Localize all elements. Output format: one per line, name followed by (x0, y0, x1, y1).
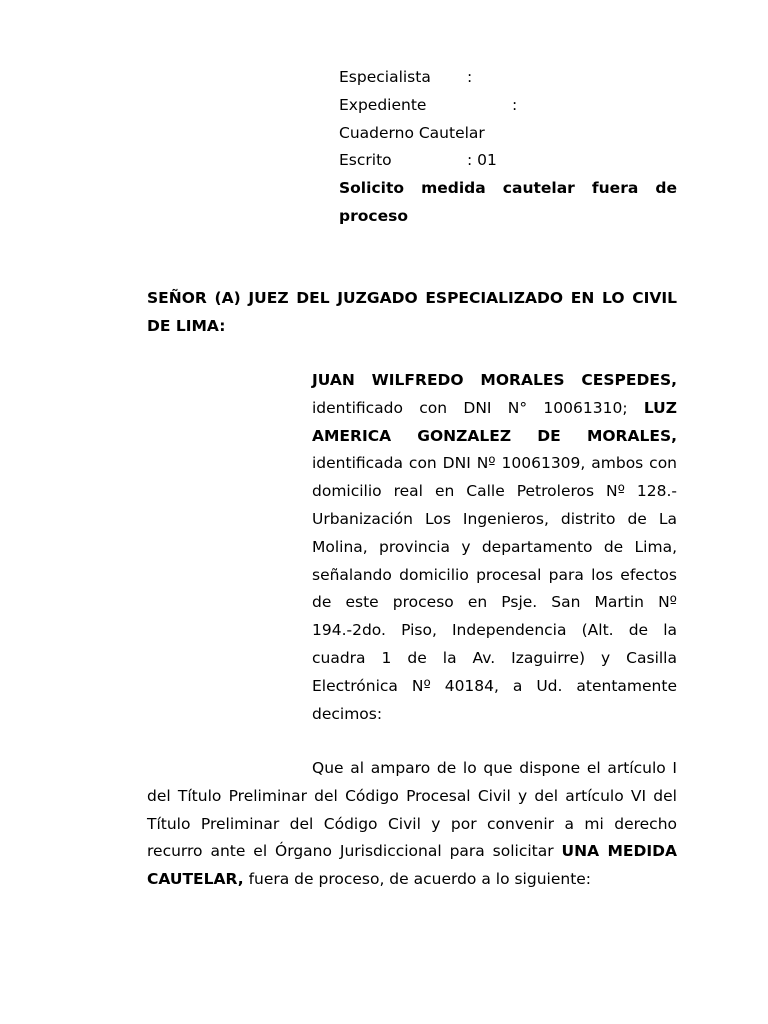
header-label-expediente: Expediente (339, 95, 427, 114)
party-id-1: identificado con DNI N° 10061310; (312, 398, 644, 417)
addressee-heading: SEÑOR (A) JUEZ DEL JUZGADO ESPECIALIZADO EN LO CIVIL DE LIMA: (147, 289, 677, 335)
body-paragraph (147, 755, 677, 894)
body-intro: Que al amparo de lo que dispone el artículo I del Título Preliminar del Código Procesal Civil y del artículo VI del Título Preliminar del Código Civil y por convenir a mi derecho recurro ante el Órgano Jurisdiccional para solicitar (147, 759, 677, 861)
header-label-escrito: Escrito (339, 151, 392, 170)
header-row-expediente (339, 92, 677, 120)
case-header (339, 64, 677, 231)
header-row-especialista (339, 64, 677, 92)
header-colon-especialista: : (467, 68, 473, 86)
party-name-1: JUAN WILFREDO MORALES CESPEDES, (312, 371, 677, 389)
document-subject: Solicito medida cautelar fuera de proceso (339, 179, 677, 225)
header-colon-expediente: : (512, 95, 518, 114)
header-label-cuaderno: Cuaderno Cautelar (339, 123, 485, 142)
header-label-especialista: Especialista (339, 68, 431, 86)
party-name-2: LUZ AMERICA GONZALEZ DE MORALES, (312, 398, 677, 445)
parties-details: identificada con DNI Nº 10061309, ambos con domicilio real en Calle Petroleros Nº 128.-Urbanización Los Ingenieros, distrito de La Molina, provincia y departamento de Lima, señalando domicilio procesal para los efectos de este proceso en Psje. San Martin Nº 194.-2do. Piso, Independencia (Alt. de la cuadra 1 de la Av. Izaguirre) y Casilla Electrónica Nº 40184, a Ud. atentamente decimos: (312, 454, 677, 723)
header-row-cuaderno (339, 120, 677, 148)
header-value-escrito: : 01 (467, 151, 497, 170)
header-row-escrito (339, 147, 677, 175)
parties-paragraph (312, 367, 677, 728)
body-outro: fuera de proceso, de acuerdo a lo siguiente: (243, 870, 592, 889)
body-emphasis: UNA MEDIDA CAUTELAR, (147, 842, 677, 889)
